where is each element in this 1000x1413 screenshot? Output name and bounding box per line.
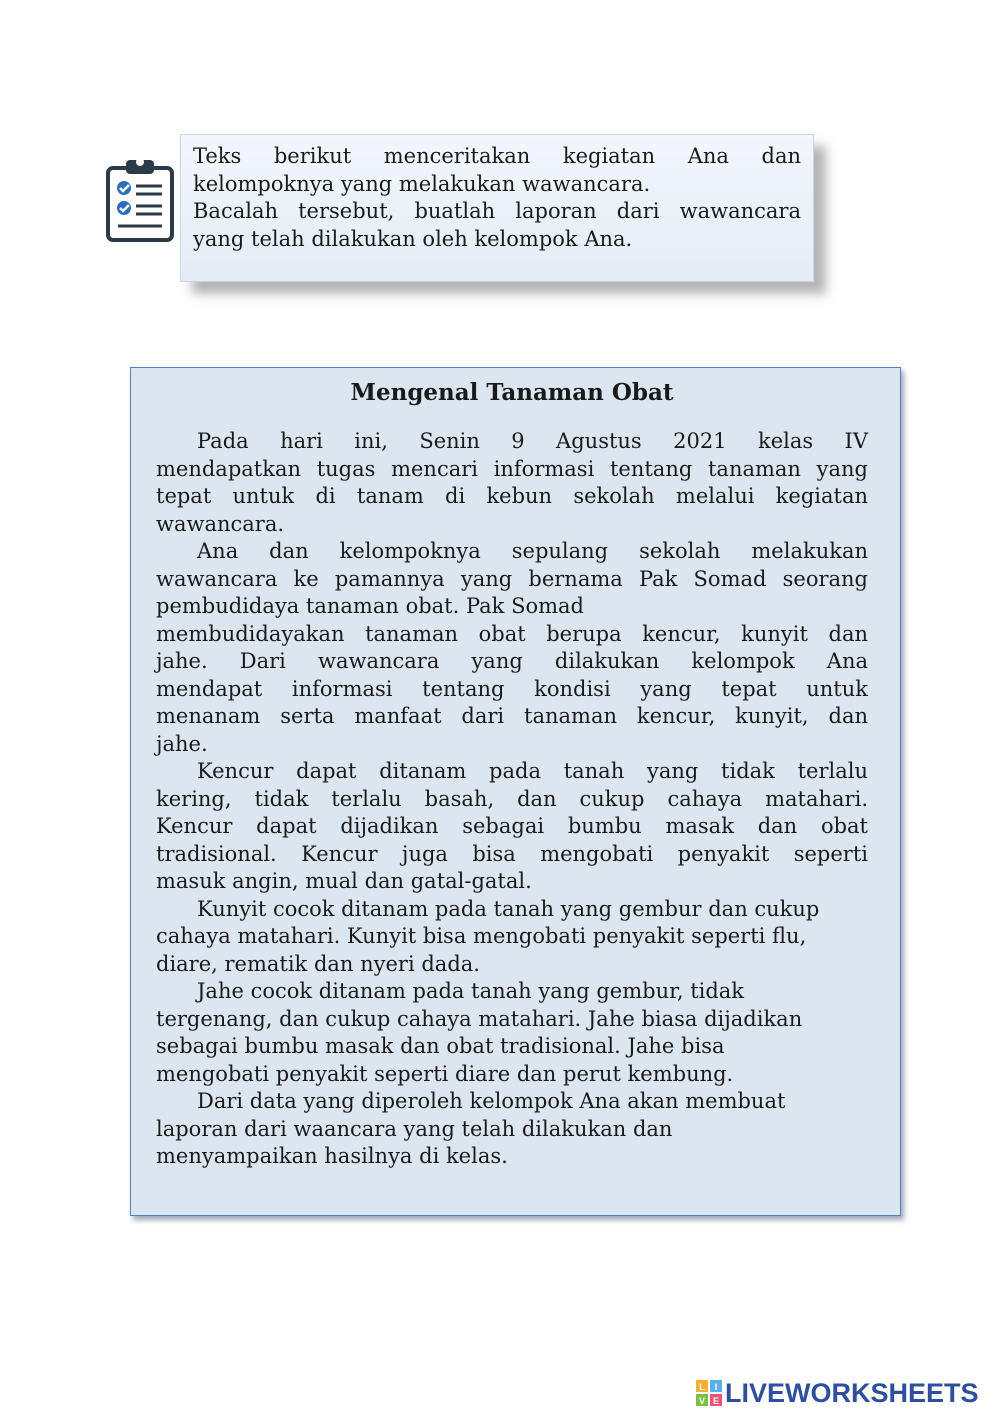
svg-text:E: E [712,1396,720,1406]
instruction-line: yang telah dilakukan oleh kelompok Ana. [193,226,633,251]
story-line: cahaya matahari. Kunyit bisa mengobati penyakit seperti flu, [156,924,807,948]
story-line: tergenang, dan cukup cahaya matahari. Jahe biasa dijadikan [156,1006,803,1031]
story-line: membudidayakan tanaman obat berupa kencur, kunyit dan [156,621,868,646]
story-line: wawancara ke pamannya yang bernama Pak Somad seorang [156,566,868,591]
instruction-box [180,134,814,282]
story-line: jahe. [156,731,208,756]
story-line: mendapat informasi tentang kondisi yang tepat untuk [156,676,868,701]
story-line: Jahe cocok ditanam pada tanah yang gembur, tidak [197,979,745,1003]
story-line: Kencur dapat dijadikan sebagai bumbu masak dan obat [156,814,868,838]
story-line: pembudidaya tanaman obat. Pak Somad [156,594,584,618]
story-line: diare, rematik dan nyeri dada. [156,951,480,976]
instruction-line: kelompoknya yang melakukan wawancara. [193,171,651,196]
story-line: laporan dari waancara yang telah dilakukan dan [156,1116,673,1141]
story-line: sebagai bumbu masak dan obat tradisional. Jahe bisa [156,1034,725,1058]
story-line: jahe. Dari wawancara yang dilakukan kelompok Ana [156,649,868,673]
story-line: kering, tidak terlalu basah, dan cukup cahaya matahari. [156,786,868,811]
instruction-line: Bacalah tersebut, buatlah laporan dari wawancara [193,199,801,223]
story-box [130,367,901,1216]
clipboard-checklist-icon [104,156,176,244]
instruction-line: Teks berikut menceritakan kegiatan Ana dan [193,144,801,168]
story-line: Dari data yang diperoleh kelompok Ana akan membuat [197,1089,786,1113]
story-line: menyampaikan hasilnya di kelas. [156,1144,508,1168]
svg-text:I: I [714,1382,718,1392]
story-line: wawancara. [156,511,285,536]
story-line: Pada hari ini, Senin 9 Agustus 2021 kelas IV [197,429,868,453]
story-line: tradisional. Kencur juga bisa mengobati penyakit seperti [156,841,868,866]
liveworksheets-brand [696,1378,979,1408]
story-line: menanam serta manfaat dari tanaman kencur, kunyit, dan [156,704,868,728]
liveworksheets-logo-icon [696,1380,722,1406]
story-line: mendapatkan tugas mencari informasi tentang tanaman yang [156,456,868,481]
story-line: masuk angin, mual dan gatal-gatal. [156,869,532,893]
story-line: tepat untuk di tanam di kebun sekolah melalui kegiatan [156,484,868,508]
story-line: Ana dan kelompoknya sepulang sekolah melakukan [197,539,868,563]
story-line: Kunyit cocok ditanam pada tanah yang gembur dan cukup [197,896,820,921]
brand-text: LIVEWORKSHEETS [725,1377,979,1408]
story-line: Kencur dapat ditanam pada tanah yang tidak terlalu [197,759,868,783]
svg-text:L: L [699,1382,705,1392]
story-line: mengobati penyakit seperti diare dan perut kembung. [156,1061,734,1086]
svg-text:V: V [698,1396,706,1406]
story-title: Mengenal Tanaman Obat [350,379,674,406]
